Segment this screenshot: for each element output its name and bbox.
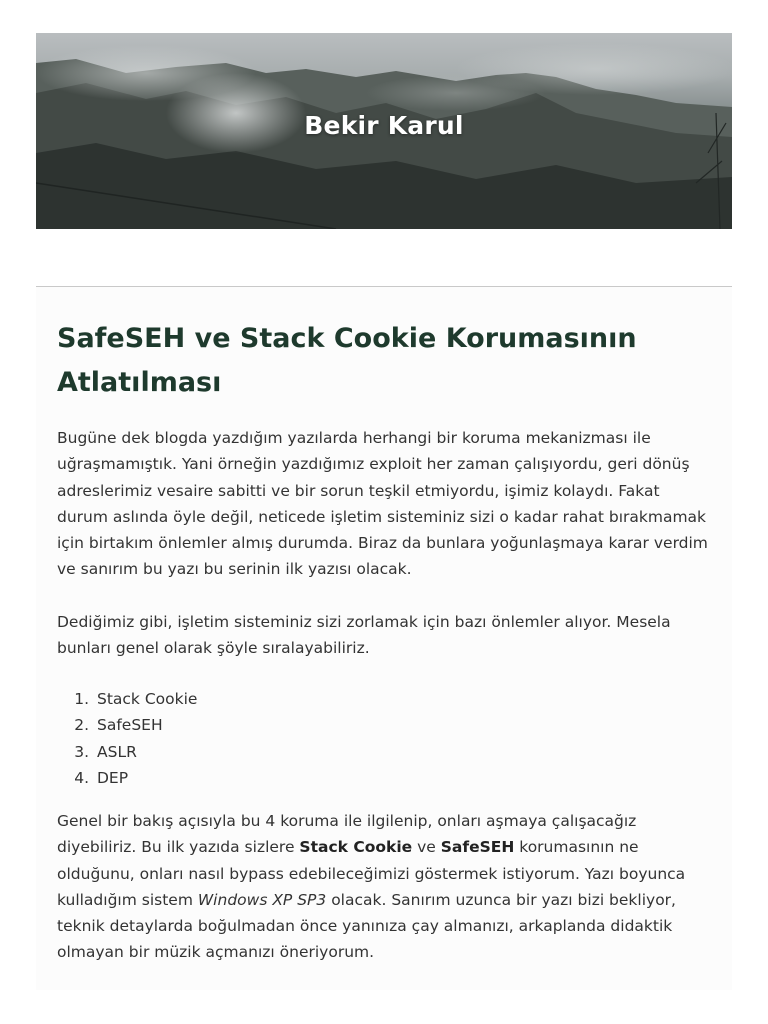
list-item-text: DEP: [97, 768, 129, 787]
bold-text: Stack Cookie: [299, 838, 413, 857]
post-paragraph: Bugüne dek blogda yazdığım yazılarda herhangi bir koruma mekanizması ile uğraşmamıştık. Yani örneğin yazdığımız exploit her zaman çalışıyordu, geri dönüş adreslerimiz vesaire sabitti ve bir sorun teşkil etmiyordu, işimiz kolaydı. Fakat durum aslında öyle değil, neticede işletim sisteminiz sizi o kadar rahat bırakmamak için birtakım önlemler almış durumda. Biraz da bunlara yoğunlaşmaya karar verdim ve sanırım bu yazı bu serinin ilk yazısı olacak.: [57, 429, 708, 579]
text-span: Genel bir bakış açısıyla bu 4 koruma ile ilgilenip, onları aşmaya çalışacağız diyebiliriz. Bu ilk yazıda sizlere: [57, 812, 637, 857]
header-banner: [36, 33, 732, 229]
bold-text: SafeSEH: [440, 838, 515, 857]
list-item-text: SafeSEH: [97, 716, 163, 735]
text-span: ve: [412, 838, 441, 857]
list-item: [57, 765, 197, 791]
italic-text: Windows XP SP3: [197, 890, 327, 909]
post-paragraph: [57, 808, 713, 966]
post-paragraph: Dediğimiz gibi, işletim sisteminiz sizi zorlamak için bazı önlemler alıyor. Mesela bunları genel olarak şöyle sıralayabiliriz.: [57, 613, 671, 658]
list-item: [57, 739, 197, 765]
post-title[interactable]: SafeSEH ve Stack Cookie Korumasının Atlatılması: [57, 323, 637, 398]
article: [36, 287, 732, 990]
list-number: 1.: [74, 690, 89, 708]
site-title[interactable]: Bekir Karul: [304, 111, 464, 140]
text-span: olacak. Sanırım uzunca bir yazı bizi bekliyor, teknik detaylarda boğulmadan önce yanınıza çay almanızı, arkaplanda didaktik olmayan bir müzik açmanızı öneriyorum.: [57, 890, 676, 962]
list-item: [57, 686, 197, 712]
list-item-text: ASLR: [97, 742, 137, 761]
protection-list: [57, 686, 197, 791]
list-item-text: Stack Cookie: [97, 690, 198, 708]
text-span: korumasının ne olduğunu, onları nasıl bypass edebileceğimizi göstermek istiyorum. Yazı boyunca kulladığım sistem: [57, 838, 686, 909]
list-number: 4.: [74, 768, 89, 787]
list-item: [57, 712, 197, 738]
list-number: 3.: [74, 742, 89, 761]
list-number: 2.: [74, 716, 89, 735]
